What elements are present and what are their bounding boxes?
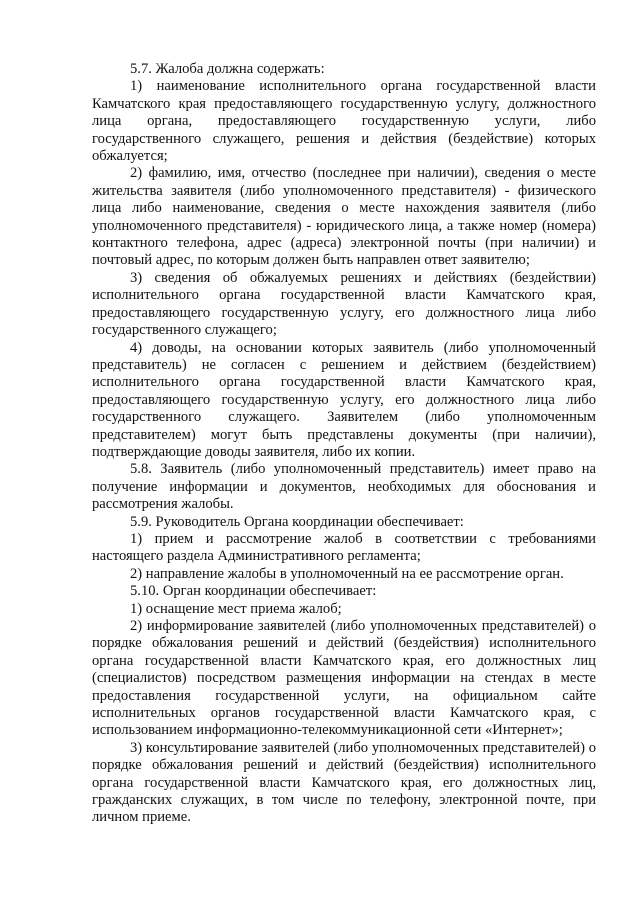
paragraph-5-7-item-4: 4) доводы, на основании которых заявитель (либо уполномоченный представитель) не согласен с решением и действием (бездействием) исполнительного органа государственной власти Камчатского края, предоставляющего государственную услугу, его должностного лица либо государственного служащего. Заявителем (либо уполномоченным представителем) могут быть представлены документы (при наличии), подтверждающие доводы заявителя, либо их копии. bbox=[92, 339, 596, 460]
paragraph-5-10-item-1: 1) оснащение мест приема жалоб; bbox=[130, 600, 342, 617]
paragraph-5-10-item-2: 2) информирование заявителей (либо уполномоченных представителей) о порядке обжалования решений и действий (бездействия) исполнительного органа государственной власти Камчатского края, его должностных лиц (специалистов) посредством размещения информации на стендах в месте предоставления государственной услуги, на официальном сайте исполнительных органов государственной власти Камчатского края, с использованием информационно-телекоммуникационной сети «Интернет»; bbox=[92, 618, 596, 739]
paragraph-5-7-item-3: 3) сведения об обжалуемых решениях и действиях (бездействии) исполнительного органа государственной власти Камчатского края, предоставляющего государственную услугу, его должностного лица либо государственного служащего; bbox=[92, 269, 596, 339]
paragraph-5-7-item-1: 1) наименование исполнительного органа государственной власти Камчатского края предоставляющего государственную услугу, должностного лица органа, предоставляющего государственную услуги, либо государственного служащего, решения и действия (бездействие) которых обжалуется; bbox=[92, 78, 596, 165]
section-5-8: 5.8. Заявитель (либо уполномоченный представитель) имеет право на получение информации и документов, необходимых для обоснования и рассмотрения жалобы. bbox=[92, 461, 596, 513]
section-5-10-heading: 5.10. Орган координации обеспечивает: bbox=[130, 583, 377, 600]
paragraph-5-9-item-1: 1) прием и рассмотрение жалоб в соответствии с требованиями настоящего раздела Административного регламента; bbox=[92, 530, 596, 565]
section-5-9-heading: 5.9. Руководитель Органа координации обеспечивает: bbox=[130, 513, 464, 530]
paragraph-5-7-item-2: 2) фамилию, имя, отчество (последнее при наличии), сведения о месте жительства заявителя (либо уполномоченного представителя) - физического лица либо наименование, сведения о месте нахождения заявителя (либо уполномоченного представителя) - юридического лица, а также номер (номера) контактного телефона, адрес (адреса) электронной почты (при наличии) и почтовый адрес, по которым должен быть направлен ответ заявителю; bbox=[92, 165, 596, 269]
paragraph-5-9-item-2: 2) направление жалобы в уполномоченный на ее рассмотрение орган. bbox=[130, 565, 564, 582]
section-5-7-heading: 5.7. Жалоба должна содержать: bbox=[130, 61, 325, 77]
paragraph-5-10-item-3: 3) консультирование заявителей (либо уполномоченных представителей) о порядке обжалования решений и действий (бездействия) исполнительного органа государственной власти Камчатского края, его должностных лиц, гражданских служащих, в том числе по телефону, электронной почте, при личном приеме. bbox=[92, 739, 596, 826]
document-body bbox=[92, 61, 596, 827]
